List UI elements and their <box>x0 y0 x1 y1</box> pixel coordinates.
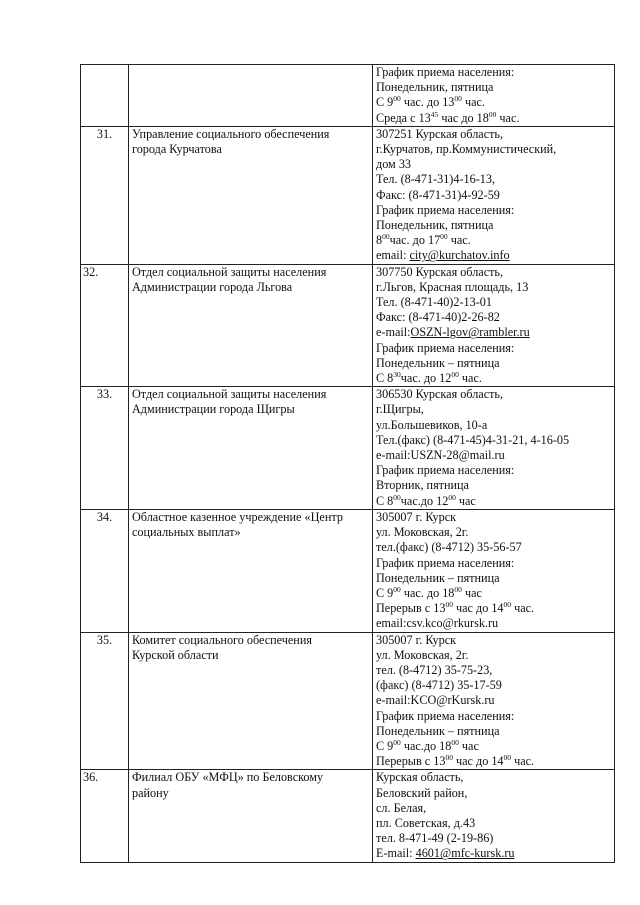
contact-info-line <box>376 463 611 478</box>
contact-info-text: тел. 8-471-49 (2-19-86) <box>376 831 494 846</box>
contact-info-text: Тел. (8-471-31)4-16-13, <box>376 172 495 187</box>
contact-info <box>373 387 615 510</box>
contact-info-line <box>376 831 611 846</box>
contact-info <box>373 126 615 264</box>
contacts-table <box>80 64 615 863</box>
schedule-superscript: 00 <box>454 584 462 594</box>
schedule-text: час <box>461 585 482 600</box>
table-row <box>81 65 615 127</box>
table-row <box>81 264 615 387</box>
schedule-superscript: 00 <box>393 584 401 594</box>
contact-info-line <box>376 418 611 433</box>
contact-info-text: 306530 Курская область, <box>376 387 504 402</box>
organization-name-line: социальных выплат» <box>132 525 241 540</box>
row-number-text: 33. <box>96 387 113 402</box>
contact-info-text: График приема населения: <box>376 463 515 478</box>
contact-info-line <box>376 510 611 525</box>
organization-name <box>129 509 373 632</box>
contact-info-line <box>376 341 611 356</box>
contact-info-line <box>376 95 611 110</box>
schedule-superscript: 00 <box>393 94 401 104</box>
schedule-superscript: 00 <box>393 737 401 747</box>
contact-info-text: 305007 г. Курск <box>376 509 457 524</box>
contact-info <box>373 632 615 770</box>
row-number-text: 34. <box>96 509 113 524</box>
contact-info-line <box>376 754 611 769</box>
organization-name-line: Управление социального обеспечения <box>132 126 330 141</box>
contact-info <box>373 264 615 387</box>
contact-info <box>373 770 615 862</box>
schedule-text: час. <box>511 601 535 616</box>
schedule-text: С 9 <box>376 95 394 110</box>
contact-info-line <box>376 586 611 601</box>
contact-info-text: Беловский район, <box>376 785 468 800</box>
contact-info-text: г.Льгов, Красная площадь, 13 <box>376 279 529 294</box>
contact-info-text: г.Щигры, <box>376 402 424 417</box>
row-number-text: 31. <box>96 126 113 141</box>
contact-label: e-mail: <box>376 325 411 340</box>
organization-name-line: Филиал ОБУ «МФЦ» по Беловскому <box>132 770 324 785</box>
row-number <box>81 65 129 127</box>
contact-info-line <box>376 188 611 203</box>
contact-info-text: 307251 Курская область, <box>376 126 504 141</box>
organization-name-line: району <box>132 785 169 800</box>
contact-info-line <box>376 248 611 263</box>
schedule-text: час.до 18 <box>400 738 452 753</box>
contact-info-line <box>376 371 611 386</box>
schedule-text: час <box>455 493 476 508</box>
contact-label: email: <box>376 248 410 263</box>
contact-info-text: 307750 Курская область, <box>376 264 504 279</box>
table-row <box>81 387 615 510</box>
contact-info-text: 305007 г. Курск <box>376 632 457 647</box>
contact-info-text: ул. Моковская, 2г. <box>376 525 469 540</box>
contact-info-text: Понедельник – пятница <box>376 723 500 738</box>
schedule-text: час. <box>458 371 482 386</box>
organization-name <box>129 65 373 127</box>
organization-name-line: Отдел социальной защиты населения <box>132 387 327 402</box>
contact-info-line <box>376 142 611 157</box>
contact-info-text: тел. (8-4712) 35-75-23, <box>376 662 493 677</box>
row-number <box>81 632 129 770</box>
organization-name-line: Комитет социального обеспечения <box>132 632 312 647</box>
contact-info-line <box>376 525 611 540</box>
schedule-text: час. до 18 <box>400 585 455 600</box>
schedule-superscript: 00 <box>448 492 456 502</box>
schedule-text: Перерыв с 13 <box>376 601 446 616</box>
contact-info-line <box>376 157 611 172</box>
organization-name <box>129 264 373 387</box>
schedule-text: час до 14 <box>452 754 504 769</box>
contact-info-text: График приема населения: <box>376 555 515 570</box>
contact-info-line <box>376 678 611 693</box>
contact-info-line <box>376 310 611 325</box>
contact-info-line <box>376 433 611 448</box>
contact-info-text: дом 33 <box>376 157 412 172</box>
organization-name <box>129 770 373 862</box>
contact-info-line <box>376 801 611 816</box>
row-number <box>81 264 129 387</box>
row-number-text: 32. <box>83 264 99 279</box>
schedule-superscript: 00 <box>488 109 497 119</box>
contact-info-text: ул.Большевиков, 10-а <box>376 417 488 432</box>
schedule-superscript: 00 <box>451 370 459 380</box>
contact-info-text: Понедельник – пятница <box>376 355 500 370</box>
contact-info-line <box>376 663 611 678</box>
schedule-text: час. до 17 <box>389 233 441 248</box>
schedule-text: час. до 12 <box>400 371 452 386</box>
schedule-text: час. <box>511 754 535 769</box>
schedule-superscript: 00 <box>454 94 462 104</box>
organization-name-line: Областное казенное учреждение «Центр <box>132 509 343 524</box>
organization-name <box>129 387 373 510</box>
contact-info-line <box>376 816 611 831</box>
contact-info-line <box>376 556 611 571</box>
schedule-superscript: 30 <box>393 370 401 380</box>
organization-name-line: Курской области <box>132 647 219 662</box>
contact-info-line <box>376 846 611 861</box>
contact-info-line <box>376 265 611 280</box>
contact-info-line <box>376 709 611 724</box>
contact-info-text: тел.(факс) (8-4712) 35-56-57 <box>376 540 522 555</box>
contact-info-text: Понедельник – пятница <box>376 570 500 585</box>
contact-info-line <box>376 402 611 417</box>
contact-info-line <box>376 571 611 586</box>
row-number <box>81 770 129 862</box>
contact-info-text: сл. Белая, <box>376 800 427 815</box>
contact-info-line <box>376 233 611 248</box>
contact-info-text: Факс: (8-471-31)4-92-59 <box>376 187 500 202</box>
contact-info-line <box>376 724 611 739</box>
schedule-text: С 8 <box>376 493 394 508</box>
email-link[interactable]: city@kurchatov.info <box>409 248 510 263</box>
schedule-superscript: 00 <box>382 232 390 242</box>
contact-info-line <box>376 770 611 785</box>
contact-label: E-mail: <box>376 846 416 861</box>
contact-info-text: email:csv.kco@rkursk.ru <box>376 616 499 631</box>
table-row <box>81 126 615 264</box>
contact-info-line <box>376 111 611 126</box>
schedule-superscript: 00 <box>393 492 401 502</box>
schedule-superscript: 00 <box>451 737 459 747</box>
contact-info-text: Факс: (8-471-40)2-26-82 <box>376 310 500 325</box>
schedule-text: час <box>458 738 479 753</box>
organization-name-line: Администрации города Льгова <box>132 279 293 294</box>
row-number <box>81 387 129 510</box>
schedule-text: Среда с 13 <box>376 110 431 125</box>
schedule-superscript: 00 <box>445 753 453 763</box>
row-number <box>81 126 129 264</box>
contact-info-line <box>376 693 611 708</box>
contact-info-text: г.Курчатов, пр.Коммунистический, <box>376 142 557 157</box>
schedule-text: час до 14 <box>452 601 504 616</box>
contact-info-line <box>376 633 611 648</box>
contact-info-line <box>376 218 611 233</box>
email-link[interactable]: OSZN-lgov@rambler.ru <box>410 325 530 340</box>
contact-info-text: Вторник, пятница <box>376 478 469 493</box>
contact-info-line <box>376 295 611 310</box>
schedule-superscript: 45 <box>430 109 439 119</box>
schedule-text: Перерыв с 13 <box>376 754 446 769</box>
contact-info-text: Понедельник, пятница <box>376 218 494 233</box>
table-row <box>81 632 615 770</box>
contact-info-line <box>376 616 611 631</box>
schedule-text: 8 <box>376 233 383 248</box>
schedule-text: час. <box>496 110 520 125</box>
schedule-text: С 9 <box>376 738 394 753</box>
contact-info-line <box>376 203 611 218</box>
schedule-text: С 8 <box>376 371 394 386</box>
organization-name <box>129 126 373 264</box>
contact-info-text: График приема населения: <box>376 708 515 723</box>
schedule-text: час. <box>461 95 485 110</box>
contact-info-text: Понедельник, пятница <box>376 80 494 95</box>
schedule-superscript: 00 <box>503 753 512 763</box>
organization-name-line: Отдел социальной защиты населения <box>132 264 327 279</box>
table-row <box>81 509 615 632</box>
schedule-superscript: 00 <box>503 600 512 610</box>
contact-info <box>373 65 615 127</box>
schedule-text: час до 18 <box>438 110 489 125</box>
contact-info-text: пл. Советская, д.43 <box>376 815 476 830</box>
contact-info-text: Тел.(факс) (8-471-45)4-31-21, 4-16-05 <box>376 432 570 447</box>
schedule-superscript: 00 <box>445 600 453 610</box>
contact-info-text: Курская область, <box>376 770 464 785</box>
organization-name <box>129 632 373 770</box>
contact-info-text: (факс) (8-4712) 35-17-59 <box>376 678 502 693</box>
contact-info-text: ул. Моковская, 2г. <box>376 647 469 662</box>
contact-info-line <box>376 448 611 463</box>
contact-info-line <box>376 172 611 187</box>
contact-info-line <box>376 80 611 95</box>
contact-info-line <box>376 494 611 509</box>
contact-info-line <box>376 540 611 555</box>
contact-info-line <box>376 356 611 371</box>
schedule-text: час.до 12 <box>400 493 449 508</box>
contact-info-line <box>376 786 611 801</box>
contact-info-line <box>376 648 611 663</box>
row-number-text: 35. <box>96 632 113 647</box>
table-row <box>81 770 615 862</box>
contacts-table-body <box>81 65 615 863</box>
email-link[interactable]: 4601@mfc-kursk.ru <box>415 846 515 861</box>
schedule-superscript: 00 <box>440 232 448 242</box>
contact-info-line <box>376 387 611 402</box>
contact-info-line <box>376 478 611 493</box>
contact-info-text: Тел. (8-471-40)2-13-01 <box>376 295 492 310</box>
contact-info-line <box>376 739 611 754</box>
contact-info-text: e-mail:KCO@rKursk.ru <box>376 693 495 708</box>
organization-name-line: города Курчатова <box>132 142 222 157</box>
contact-info-line <box>376 325 611 340</box>
row-number-text: 36. <box>83 770 99 785</box>
organization-name-line: Администрации города Щигры <box>132 402 295 417</box>
contact-info-line <box>376 65 611 80</box>
contact-info-line <box>376 280 611 295</box>
row-number <box>81 509 129 632</box>
contact-info-text: e-mail:USZN-28@mail.ru <box>376 448 505 463</box>
contact-info-text: График приема населения: <box>376 340 515 355</box>
contact-info-text: График приема населения: <box>376 202 515 217</box>
contact-info-text: График приема населения: <box>376 65 515 79</box>
schedule-text: час. до 13 <box>400 95 455 110</box>
contact-info <box>373 509 615 632</box>
contact-info-line <box>376 601 611 616</box>
schedule-text: С 9 <box>376 585 394 600</box>
contact-info-line <box>376 127 611 142</box>
schedule-text: час. <box>447 233 471 248</box>
